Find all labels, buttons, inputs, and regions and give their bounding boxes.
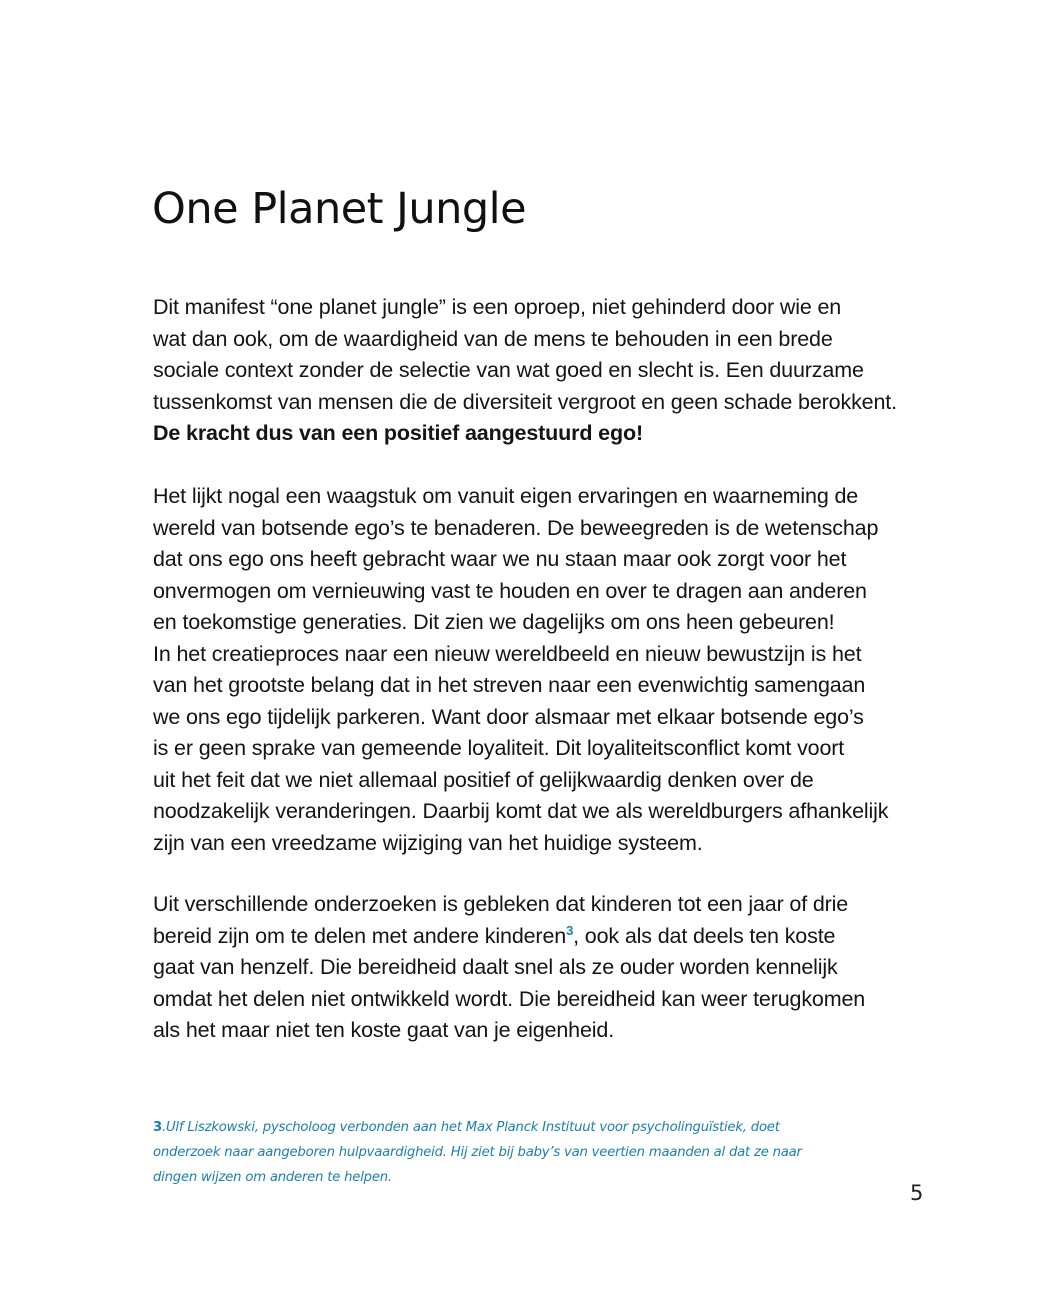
footnote-reference-link[interactable]: 3 [566,922,574,938]
text-line: van het grootste belang dat in het streven naar een evenwichtig samengaan [153,673,866,697]
text-line: Uit verschillende onderzoeken is gebleken dat kinderen tot een jaar of drie [153,892,849,916]
text-line: onvermogen om vernieuwing vast te houden en over te dragen aan anderen [153,578,867,603]
paragraph-children [153,889,943,1047]
text-line: en toekomstige generaties. Dit zien we dagelijks om ons heen gebeuren! [153,610,835,634]
text-line: wereld van botsende ego’s te benaderen. De beweegreden is de wetenschap [153,515,879,540]
footnote-text: .Ulf Liszkowski, pyscholoog verbonden aan het Max Planck Instituut voor psycholinguïstiek, doet [161,1120,780,1135]
text-line: als het maar niet ten koste gaat van je eigenheid. [153,1018,615,1042]
page-title: One Planet Jungle [152,184,527,234]
footnote-line: onderzoek naar aangeboren hulpvaardigheid. Hij ziet bij baby’s van veertien maanden al dat ze naar [153,1145,802,1160]
paragraph-intro [153,292,943,450]
text-segment: bereid zijn om te delen met andere kinderen [153,923,567,948]
text-line: uit het feit dat we niet allemaal positief of gelijkwaardig denken over de [153,767,814,792]
bold-statement: De kracht dus van een positief aangestuurd ego! [153,421,643,445]
text-line: Dit manifest “one planet jungle” is een oproep, niet gehinderd door wie en [153,295,842,319]
text-line: wat dan ook, om de waardigheid van de mens te behouden in een brede [153,326,833,351]
text-line: omdat het delen niet ontwikkeld wordt. Die bereidheid kan weer terugkomen [153,986,866,1011]
footnote-line [153,1115,943,1140]
paragraph-ego [153,481,943,859]
text-line-with-footnote [153,921,943,953]
text-line: tussenkomst van mensen die de diversiteit vergroot en geen schade berokkent. [153,389,897,414]
footnote-line: dingen wijzen om anderen te helpen. [153,1170,392,1185]
text-line: In het creatieproces naar een nieuw wereldbeeld en nieuw bewustzijn is het [153,641,862,666]
text-line: dat ons ego ons heeft gebracht waar we nu staan maar ook zorgt voor het [153,547,847,571]
page-number: 5 [910,1181,924,1205]
footnote-number: 3 [153,1120,162,1135]
text-line: is er geen sprake van gemeende loyaliteit. Dit loyaliteitsconflict komt voort [153,736,845,760]
text-line: Het lijkt nogal een waagstuk om vanuit eigen ervaringen en waarneming de [153,484,859,508]
text-line: we ons ego tijdelijk parkeren. Want door alsmaar met elkaar botsende ego’s [153,704,864,729]
text-line: noodzakelijk veranderingen. Daarbij komt dat we als wereldburgers afhankelijk [153,799,889,823]
text-line: gaat van henzelf. Die bereidheid daalt snel als ze ouder worden kennelijk [153,955,838,979]
text-segment: , ook als dat deels ten koste [573,923,836,948]
text-line: sociale context zonder de selectie van wat goed en slecht is. Een duurzame [153,358,864,382]
footnote [153,1115,943,1190]
text-line: zijn van een vreedzame wijziging van het huidige systeem. [153,830,703,855]
